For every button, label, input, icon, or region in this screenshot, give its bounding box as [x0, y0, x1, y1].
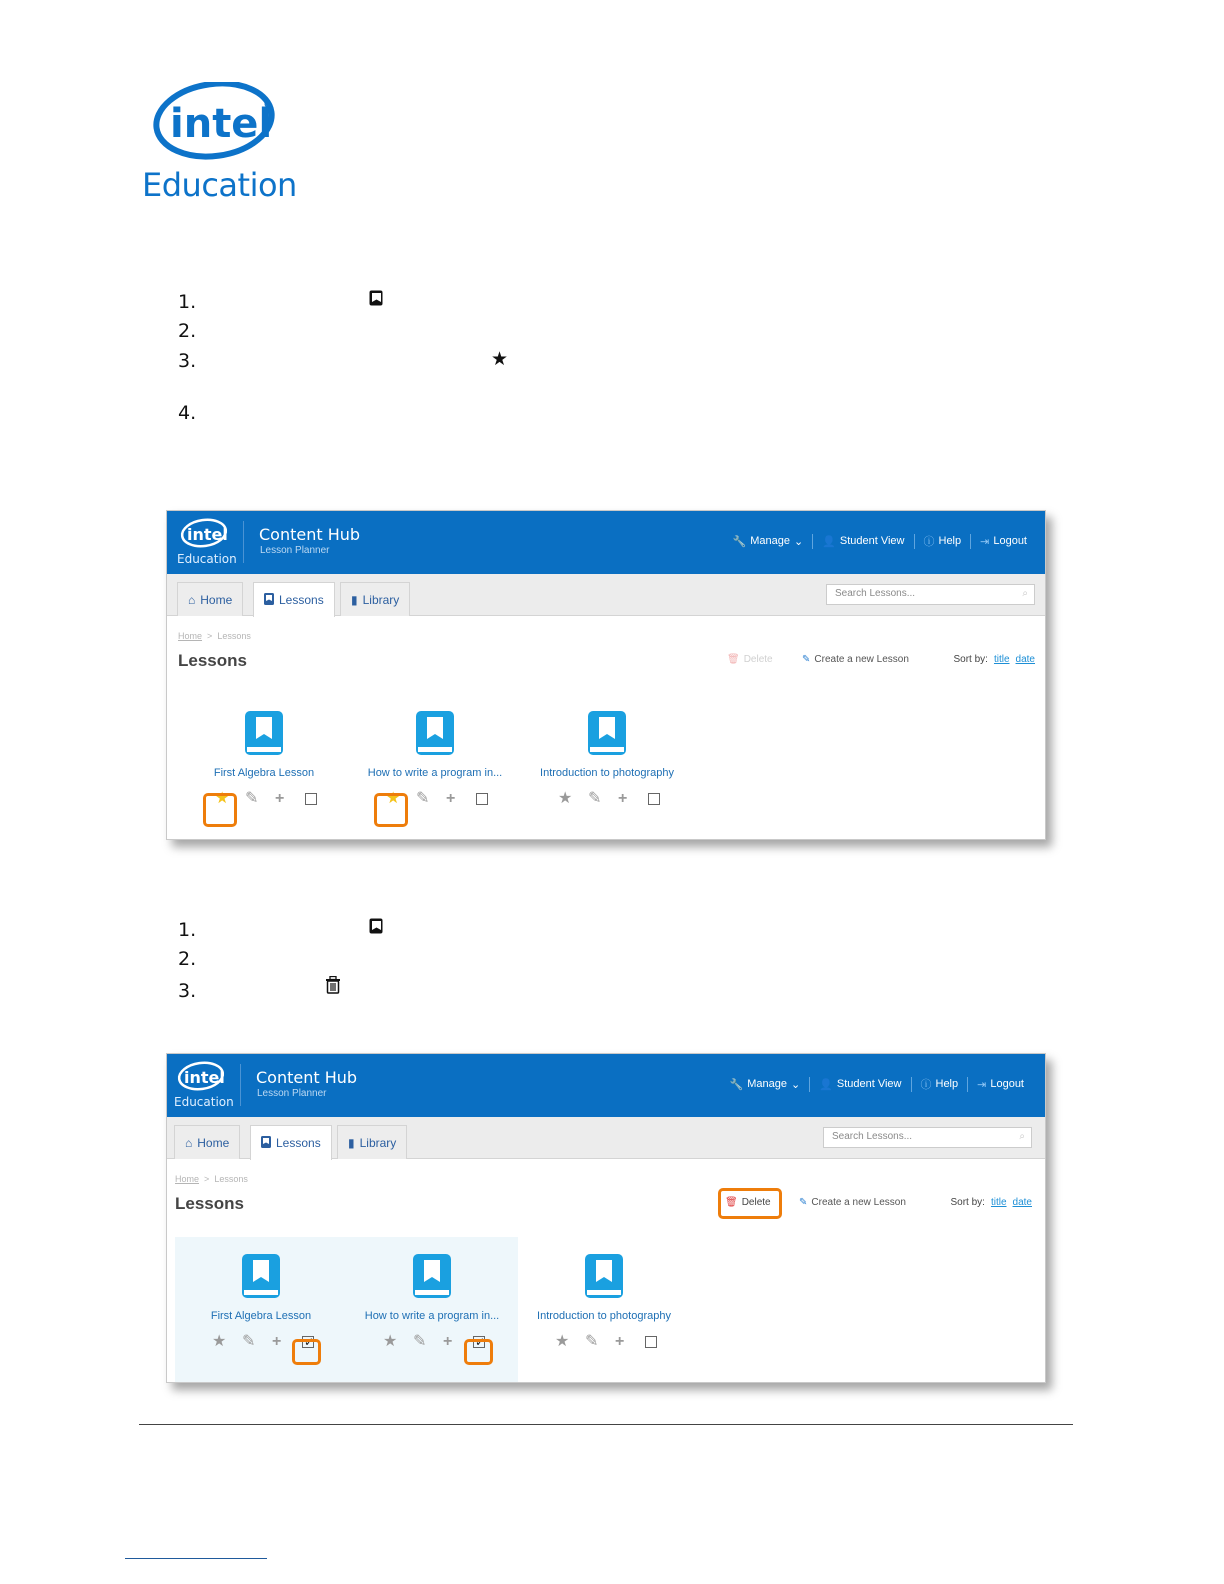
tab-bar	[167, 574, 1045, 616]
wrench-icon: 🔧	[729, 1078, 744, 1091]
manage-label: Manage	[747, 1078, 787, 1090]
app-intel-logo[interactable]	[177, 517, 235, 569]
favorite-star-icon[interactable]: ★	[383, 1333, 398, 1350]
document-icon: ▮	[348, 1135, 355, 1150]
intel-wordmark: intel	[170, 101, 273, 147]
delete-button[interactable]	[727, 654, 773, 665]
app-education-wordmark: Education	[177, 552, 237, 566]
sort-by-date-link[interactable]: date	[1015, 654, 1035, 665]
step-number: 3.	[178, 980, 197, 1002]
lesson-book-icon	[583, 1252, 625, 1300]
favorite-star-icon[interactable]: ★	[558, 790, 573, 807]
help-icon: ⓘ	[920, 1079, 932, 1091]
help-link[interactable]	[921, 1076, 959, 1092]
breadcrumb	[178, 631, 251, 641]
sort-controls	[954, 654, 1036, 665]
manage-menu[interactable]	[729, 1078, 800, 1091]
document-icon: ▮	[351, 592, 358, 607]
lesson-tools	[552, 789, 662, 809]
page-title: Lessons	[178, 651, 247, 670]
plus-icon[interactable]: +	[272, 1333, 282, 1350]
search-placeholder: Search Lessons...	[832, 1131, 913, 1142]
breadcrumb	[175, 1174, 248, 1184]
trash-icon: 🗑	[725, 1197, 738, 1208]
app-intel-wordmark: intel	[184, 1068, 225, 1087]
lesson-title[interactable]: Introduction to photography	[537, 1310, 671, 1322]
lesson-book-icon	[586, 709, 628, 757]
search-input[interactable]	[826, 584, 1035, 605]
sort-by-title-link[interactable]: title	[990, 1197, 1007, 1208]
breadcrumb-separator: >	[204, 1174, 210, 1184]
select-checkbox[interactable]	[305, 793, 317, 805]
highlight-box	[374, 793, 408, 827]
step-number: 1.	[178, 919, 197, 941]
logout-link[interactable]	[980, 535, 1027, 548]
content-hub-screenshot-favorites	[166, 510, 1046, 840]
plus-icon[interactable]: +	[615, 1333, 625, 1350]
nav-divider	[967, 1077, 968, 1092]
app-subtitle: Lesson Planner	[260, 545, 330, 556]
intel-education-logo	[142, 82, 297, 212]
delete-label: Delete	[741, 1197, 771, 1208]
lesson-title[interactable]: First Algebra Lesson	[213, 767, 315, 779]
pencil-icon[interactable]: ✎	[416, 790, 430, 807]
step-number: 2.	[178, 320, 197, 342]
trash-icon	[325, 976, 341, 999]
pencil-icon[interactable]: ✎	[588, 790, 602, 807]
app-intel-wordmark: intel	[187, 525, 228, 544]
lesson-title[interactable]: Introduction to photography	[540, 767, 674, 779]
breadcrumb-current: Lessons	[217, 631, 251, 641]
select-checkbox[interactable]	[645, 1336, 657, 1348]
step-number: 2.	[178, 948, 197, 970]
app-title: Content Hub	[256, 1068, 358, 1087]
student-view-link[interactable]	[819, 1078, 901, 1091]
create-lesson-label: Create a new Lesson	[811, 1197, 906, 1208]
home-icon: ⌂	[188, 592, 196, 607]
lesson-book-icon	[264, 593, 274, 608]
logout-label: Logout	[993, 535, 1027, 547]
education-wordmark: Education	[142, 166, 297, 204]
tab-library-label: Library	[362, 592, 400, 607]
student-icon: 👤	[822, 535, 836, 548]
lesson-book-icon	[243, 709, 285, 757]
lesson-title[interactable]: How to write a program in...	[367, 767, 503, 779]
logout-icon: ⇥	[980, 535, 990, 548]
app-header	[167, 1054, 1045, 1117]
sort-label: Sort by:	[953, 654, 988, 665]
lesson-book-icon	[261, 1136, 271, 1151]
favorite-star-icon[interactable]: ★	[555, 1333, 570, 1350]
intel-logo-mark	[142, 82, 282, 166]
app-subtitle: Lesson Planner	[257, 1088, 327, 1099]
tab-bar	[167, 1117, 1045, 1159]
app-title: Content Hub	[259, 525, 361, 544]
logout-icon: ⇥	[977, 1078, 987, 1091]
pencil-icon[interactable]: ✎	[585, 1333, 599, 1350]
nav-divider	[914, 534, 915, 549]
help-link[interactable]	[924, 533, 962, 549]
sort-by-date-link[interactable]: date	[1012, 1197, 1032, 1208]
select-checkbox[interactable]	[476, 793, 488, 805]
top-nav	[732, 533, 1027, 549]
top-nav	[729, 1076, 1024, 1092]
lesson-book-icon	[369, 918, 384, 940]
select-checkbox[interactable]	[648, 793, 660, 805]
app-intel-logo[interactable]	[174, 1060, 232, 1112]
help-label: Help	[935, 1078, 959, 1090]
student-view-label: Student View	[839, 535, 905, 547]
tab-home-label: Home	[200, 592, 233, 607]
tab-library[interactable]	[340, 582, 410, 616]
header-divider	[243, 521, 244, 563]
sort-label: Sort by:	[950, 1197, 985, 1208]
pencil-icon[interactable]: ✎	[245, 790, 259, 807]
app-header	[167, 511, 1045, 574]
tab-lessons[interactable]	[253, 582, 335, 617]
create-lesson-label: Create a new Lesson	[814, 654, 909, 665]
student-icon: 👤	[819, 1078, 833, 1091]
nav-divider	[809, 1077, 810, 1092]
lesson-card[interactable]	[522, 709, 692, 809]
sort-by-title-link[interactable]: title	[993, 654, 1010, 665]
nav-divider	[911, 1077, 912, 1092]
manage-label: Manage	[750, 535, 790, 547]
tab-lessons-label: Lessons	[276, 1136, 321, 1150]
student-view-label: Student View	[836, 1078, 902, 1090]
tab-home-label: Home	[197, 1135, 230, 1150]
highlight-box	[203, 793, 237, 827]
lesson-card[interactable]	[347, 1252, 517, 1352]
step-number: 3.	[178, 350, 197, 372]
logout-label: Logout	[990, 1078, 1024, 1090]
search-icon: ⌕	[1019, 1131, 1025, 1142]
lesson-tools	[549, 1332, 659, 1352]
favorite-star-icon[interactable]: ★	[212, 1333, 227, 1350]
chevron-down-icon: ⌄	[793, 535, 804, 548]
student-view-link[interactable]	[822, 535, 904, 548]
step-number: 1.	[178, 291, 197, 313]
highlight-box	[464, 1339, 493, 1365]
plus-icon[interactable]: +	[443, 1333, 453, 1350]
breadcrumb-current: Lessons	[214, 1174, 248, 1184]
breadcrumb-home-link[interactable]: Home	[175, 1174, 200, 1184]
highlight-box	[292, 1339, 321, 1365]
breadcrumb-home-link[interactable]: Home	[178, 631, 203, 641]
lesson-card[interactable]	[519, 1252, 689, 1352]
lesson-book-icon	[411, 1252, 453, 1300]
lesson-card[interactable]	[176, 1252, 346, 1352]
tab-lessons-label: Lessons	[279, 593, 324, 607]
pencil-icon[interactable]: ✎	[242, 1333, 256, 1350]
create-lesson-button[interactable]	[799, 1197, 906, 1208]
lesson-title[interactable]: First Algebra Lesson	[210, 1310, 312, 1322]
home-icon: ⌂	[185, 1135, 193, 1150]
help-icon: ⓘ	[923, 536, 935, 548]
manage-menu[interactable]	[732, 535, 803, 548]
favorite-star-icon[interactable]: ★	[215, 790, 230, 807]
nav-divider	[812, 534, 813, 549]
favorite-star-icon[interactable]: ★	[386, 790, 401, 807]
chevron-down-icon: ⌄	[790, 1078, 801, 1091]
delete-label: Delete	[743, 654, 773, 665]
create-lesson-button[interactable]	[802, 654, 909, 665]
step-number: 4.	[178, 402, 197, 424]
tab-lessons[interactable]	[250, 1125, 332, 1160]
trash-icon: 🗑	[727, 654, 740, 665]
help-label: Help	[938, 535, 962, 547]
star-icon: ★	[491, 349, 509, 370]
page-title: Lessons	[175, 1194, 244, 1213]
lesson-book-icon	[240, 1252, 282, 1300]
logout-link[interactable]	[977, 1078, 1024, 1091]
footnote-divider	[125, 1558, 267, 1559]
plus-icon[interactable]: +	[275, 790, 285, 807]
footer-divider	[139, 1424, 1073, 1425]
search-icon: ⌕	[1022, 588, 1028, 599]
wrench-icon: 🔧	[732, 535, 747, 548]
breadcrumb-separator: >	[207, 631, 213, 641]
content-hub-screenshot-delete	[166, 1053, 1046, 1383]
tab-home[interactable]	[177, 582, 243, 616]
highlight-box	[718, 1188, 782, 1219]
sort-controls	[951, 1197, 1033, 1208]
plus-icon[interactable]: +	[446, 790, 456, 807]
tab-library[interactable]	[337, 1125, 407, 1159]
header-divider	[240, 1064, 241, 1106]
edit-square-icon: ✎	[799, 1197, 808, 1208]
lesson-title[interactable]: How to write a program in...	[364, 1310, 500, 1322]
tab-home[interactable]	[174, 1125, 240, 1159]
pencil-icon[interactable]: ✎	[413, 1333, 427, 1350]
app-education-wordmark: Education	[174, 1095, 234, 1109]
search-placeholder: Search Lessons...	[835, 588, 916, 599]
lesson-book-icon	[414, 709, 456, 757]
tab-library-label: Library	[359, 1135, 397, 1150]
edit-square-icon: ✎	[802, 654, 811, 665]
lesson-book-icon	[369, 290, 384, 312]
plus-icon[interactable]: +	[618, 790, 628, 807]
search-input[interactable]	[823, 1127, 1032, 1148]
nav-divider	[970, 534, 971, 549]
